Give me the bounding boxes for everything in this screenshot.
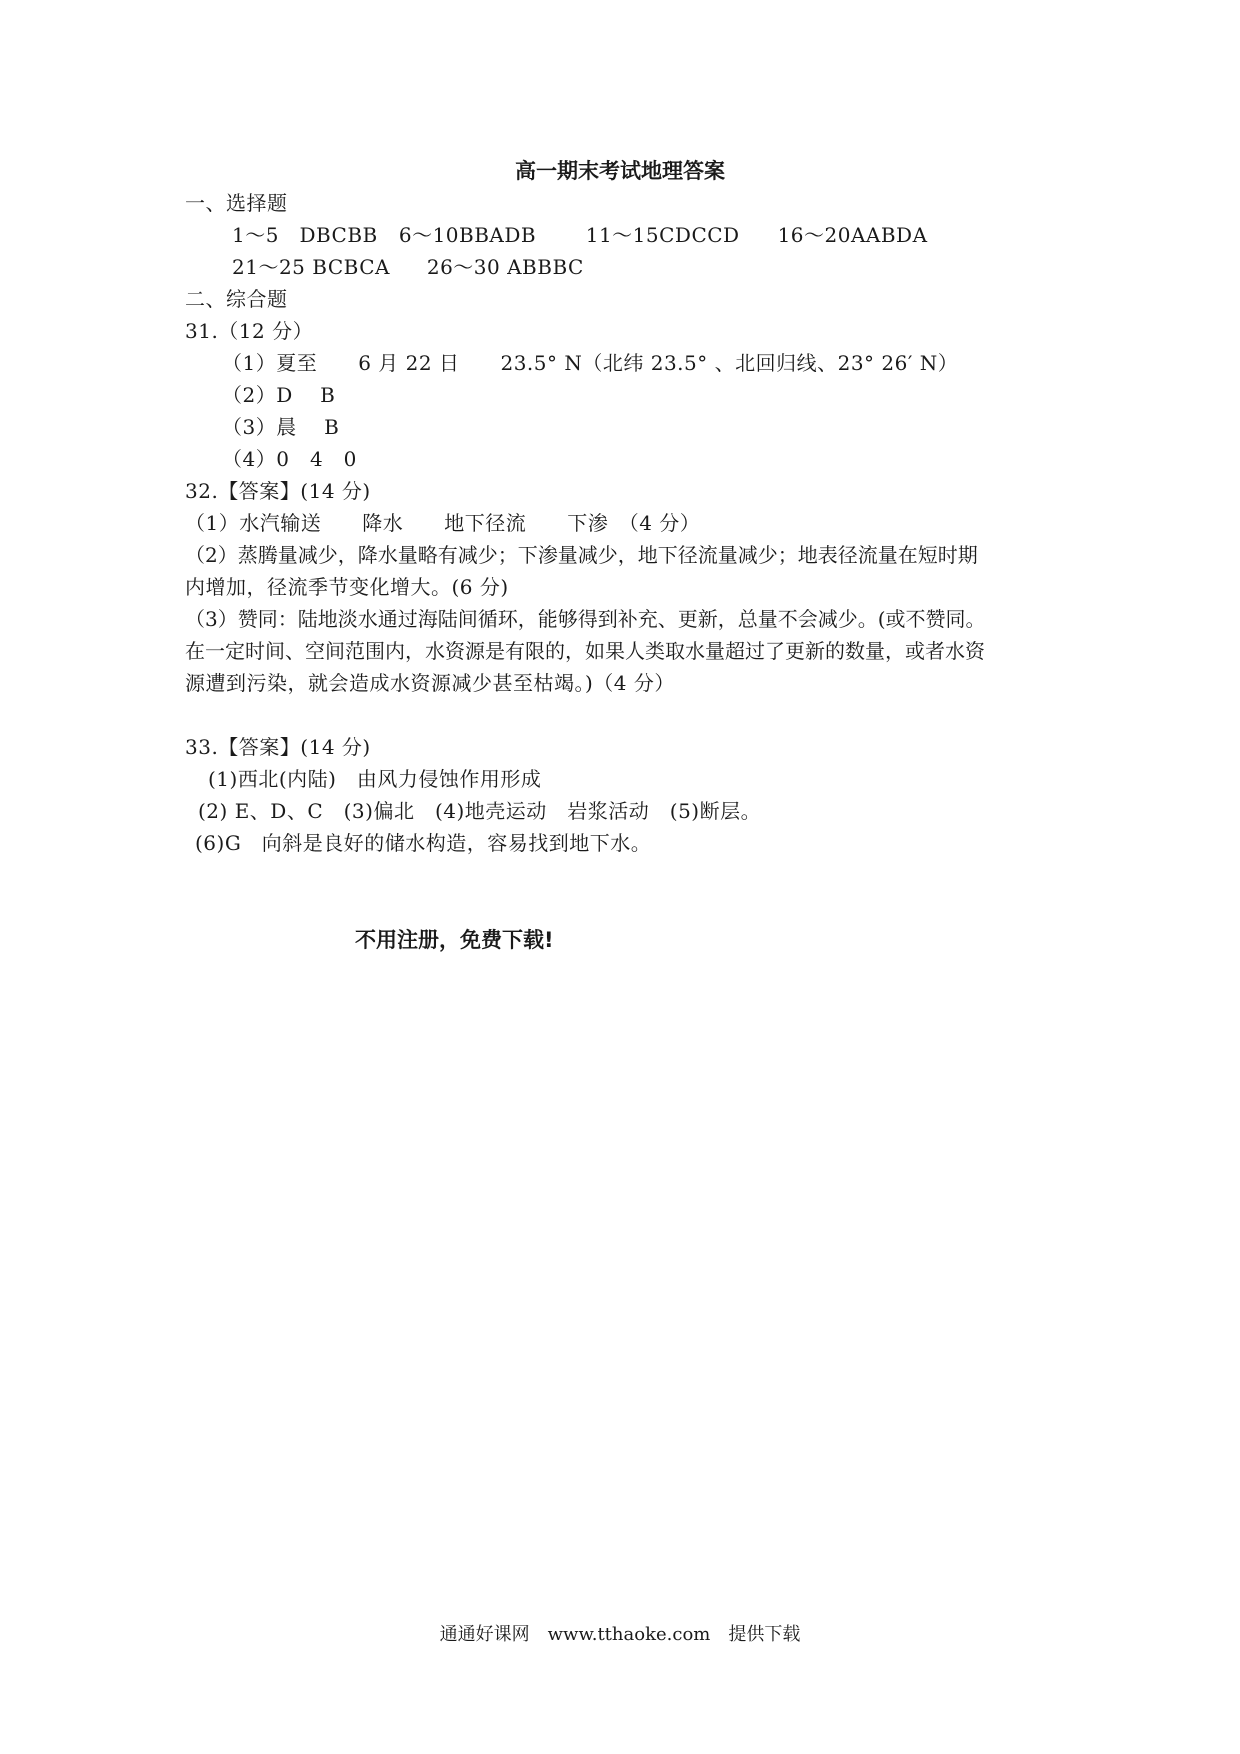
choice-row-1 bbox=[232, 222, 928, 248]
choice-group: 11～15CDCCD bbox=[585, 223, 740, 247]
q31-answer-1: （1）夏至 6 月 22 日 23.5° N（北纬 23.5° 、北回归线、23° 26′ N） bbox=[222, 351, 959, 375]
q33-answer-3: (6)G 向斜是良好的储水构造，容易找到地下水。 bbox=[195, 831, 652, 855]
choice-group: 26～30 ABBBC bbox=[426, 255, 584, 279]
q32-answer-3-line-3: 源遭到污染，就会造成水资源减少甚至枯竭。)（4 分） bbox=[185, 671, 675, 695]
section-heading-choice: 一、选择题 bbox=[185, 191, 288, 215]
choice-group: 6～10BBADB bbox=[398, 223, 537, 247]
q32-answer-3-line-2: 在一定时间、空间范围内，水资源是有限的，如果人类取水量超过了更新的数量，或者水资 bbox=[185, 639, 985, 663]
choice-group: 1～5 DBCBB bbox=[232, 223, 378, 247]
section-heading-comprehensive: 二、综合题 bbox=[185, 287, 288, 311]
choice-group: 16～20AABDA bbox=[777, 223, 928, 247]
q33-header: 33.【答案】(14 分) bbox=[185, 735, 371, 759]
q32-answer-1: （1）水汽输送 降水 地下径流 下渗 （4 分） bbox=[185, 511, 701, 535]
q32-header: 32.【答案】(14 分) bbox=[185, 479, 371, 503]
q31-answer-4: （4）0 4 0 bbox=[222, 447, 357, 471]
q31-answer-3: （3）晨 B bbox=[222, 415, 340, 439]
q32-answer-3-line-1: （3）赞同：陆地淡水通过海陆间循环，能够得到补充、更新，总量不会减少。(或不赞同。 bbox=[185, 607, 986, 631]
page-title: 高一期末考试地理答案 bbox=[515, 159, 725, 183]
choice-row-2 bbox=[232, 254, 584, 280]
page-footer: 通通好课网 www.tthaoke.com 提供下载 bbox=[439, 1624, 801, 1645]
download-notice: 不用注册，免费下载! bbox=[355, 928, 554, 952]
q32-answer-2-line-1: （2）蒸腾量减少，降水量略有减少；下渗量减少，地下径流量减少；地表径流量在短时期 bbox=[185, 543, 978, 567]
choice-group: 21～25 BCBCA bbox=[232, 255, 390, 279]
q31-answer-2: （2）D B bbox=[222, 383, 336, 407]
q33-answer-2: (2) E、D、C (3)偏北 (4)地壳运动 岩浆活动 (5)断层。 bbox=[198, 799, 762, 823]
q31-header: 31.（12 分） bbox=[185, 319, 314, 343]
q33-answer-1: (1)西北(内陆) 由风力侵蚀作用形成 bbox=[208, 767, 542, 791]
q32-answer-2-line-2: 内增加，径流季节变化增大。(6 分) bbox=[185, 575, 509, 599]
